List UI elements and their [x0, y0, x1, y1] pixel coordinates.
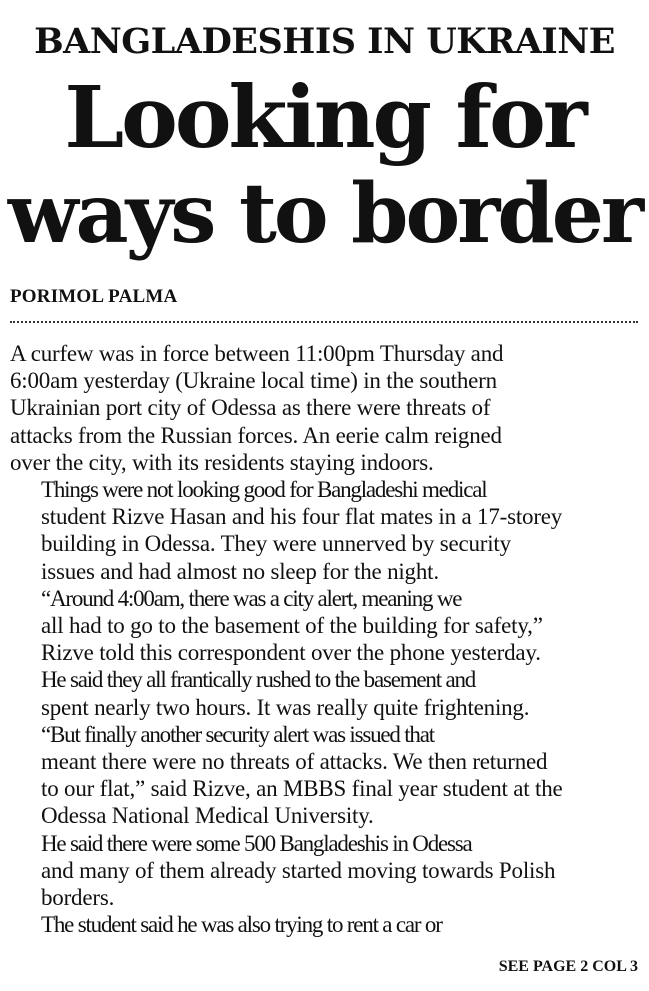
body-paragraph	[10, 911, 640, 938]
body-paragraph	[10, 721, 640, 830]
body-line: student Rizve Hasan and his four flat mates in a 17-storey	[41, 504, 563, 530]
body-line: issues and had almost no sleep for the night.	[41, 558, 439, 584]
body-paragraph	[10, 476, 640, 585]
body-line: He said they all frantically rushed to the basement and	[41, 667, 476, 693]
body-line: spent nearly two hours. It was really quite frightening.	[41, 694, 530, 720]
dotted-divider	[10, 321, 638, 323]
body-line: “But finally another security alert was issued that	[41, 721, 434, 747]
article-kicker: BANGLADESHIS IN UKRAINE	[34, 21, 615, 62]
body-line: Ukrainian port city of Odessa as there were threats of	[10, 395, 491, 421]
article-body	[10, 340, 640, 938]
body-line: 6:00am yesterday (Ukraine local time) in the southern	[10, 368, 497, 394]
body-line: He said there were some 500 Bangladeshis in Odessa	[41, 830, 472, 856]
body-paragraph	[10, 585, 640, 667]
article-byline: PORIMOL PALMA	[10, 286, 178, 307]
article-headline	[0, 70, 649, 262]
body-line: all had to go to the basement of the building for safety,”	[41, 613, 543, 639]
body-line: building in Odessa. They were unnerved by security	[41, 531, 511, 557]
body-line: and many of them already started moving towards Polish	[41, 857, 556, 883]
headline-line: ways to border	[7, 166, 642, 262]
body-line: A curfew was in force between 11:00pm Thursday and	[10, 341, 504, 366]
body-line: over the city, with its residents staying indoors.	[10, 449, 434, 475]
body-paragraph	[10, 830, 640, 912]
body-paragraph	[10, 666, 640, 720]
body-line: “Around 4:00am, there was a city alert, meaning we	[41, 585, 462, 611]
continuation-note: SEE PAGE 2 COL 3	[498, 958, 638, 975]
body-line: Odessa National Medical University.	[41, 803, 374, 829]
body-line: The student said he was also trying to rent a car or	[41, 912, 442, 938]
body-line: borders.	[41, 885, 115, 911]
headline-line: Looking for	[64, 68, 585, 168]
body-line: attacks from the Russian forces. An eerie calm reigned	[10, 422, 502, 448]
body-paragraph	[10, 340, 640, 476]
body-line: Things were not looking good for Bangladeshi medical	[41, 477, 487, 503]
body-line: Rizve told this correspondent over the phone yesterday.	[41, 640, 541, 666]
body-line: to our flat,” said Rizve, an MBBS final year student at the	[41, 776, 563, 802]
body-line: meant there were no threats of attacks. We then returned	[41, 749, 548, 775]
